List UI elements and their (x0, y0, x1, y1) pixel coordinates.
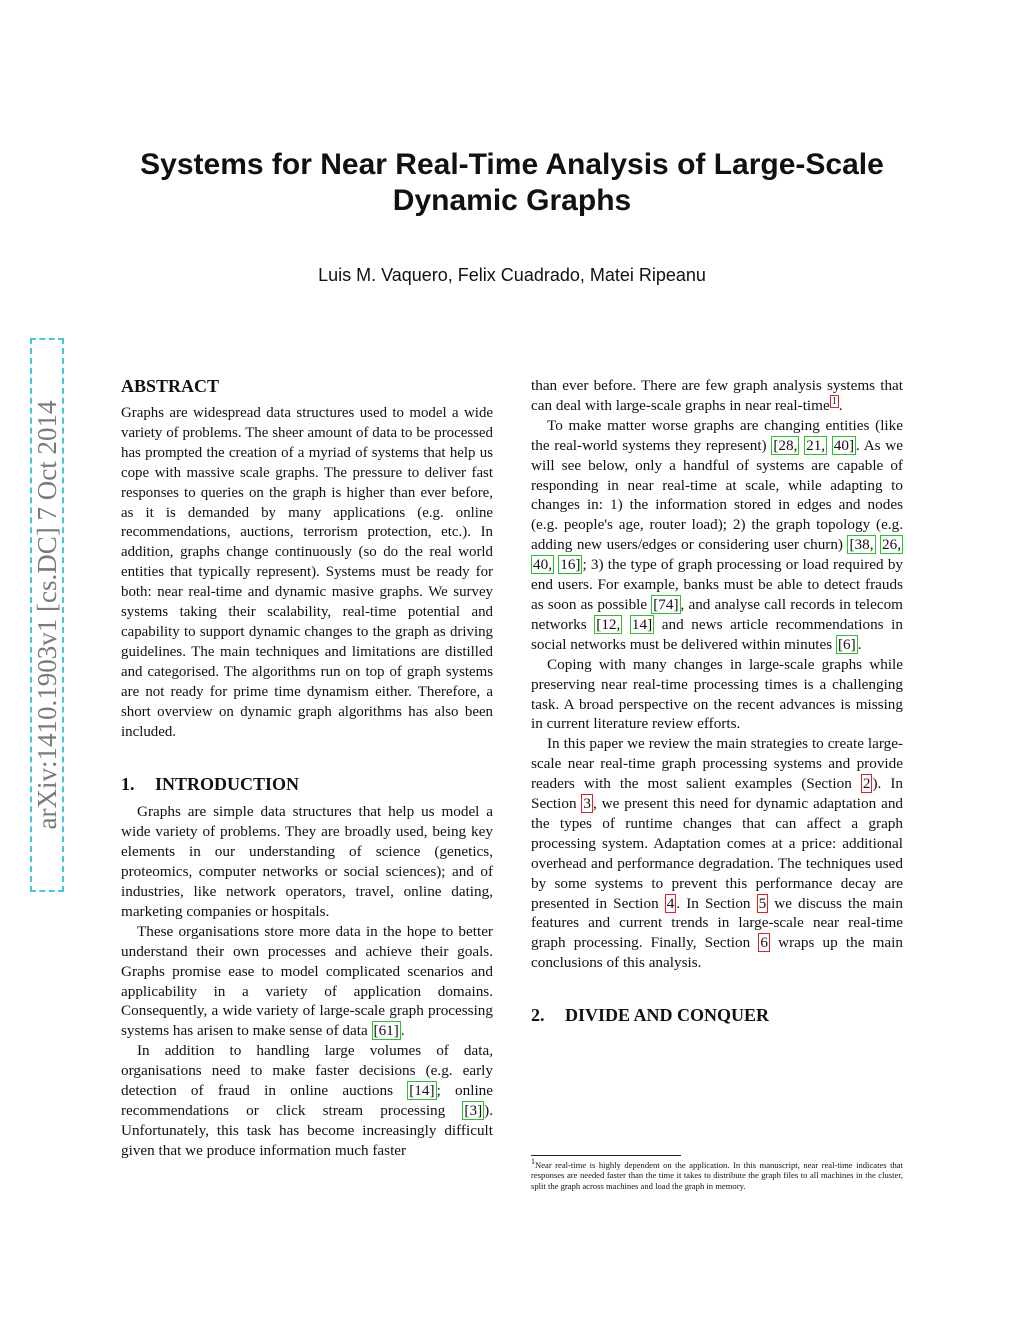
citation-link[interactable]: 14] (631, 615, 653, 633)
section-ref-link[interactable]: 3 (583, 795, 592, 813)
citation-link[interactable]: [28, (773, 436, 798, 454)
section-heading-introduction (121, 772, 493, 796)
intro-paragraph-1: Graphs are simple data structures that help us model a wide variety of problems. They are broadly used, being key elements in our understanding of science (genetics, proteomics, computer networks or social sciences); and of industries, like network operators, travel, online dating, marketing companies or hospitals. (121, 803, 493, 920)
citation-link[interactable]: [38, (849, 536, 874, 554)
arxiv-identifier: arXiv:1410.1903v1 [cs.DC] 7 Oct 2014 (32, 400, 62, 830)
intro-paragraph-4: To make matter worse graphs are changing entities (like the real-world systems they represent) [28, 21, 40] . As we will see below, only a handful of systems are capable of responding in near real-time at scale, while adapting to changes in: 1) the information stored in edges and nodes (e.g. people's age, router load); 2) the graph topology (e.g. adding new users/edges or considering user churn) [38, 26, 40, 16] ; 3) the type of graph processing or load required by end users. For example, banks must be able to detect frauds as soon as possible [74] , and analyse call records in telecom networks [12, 14] and news article recommendations in social networks must be delivered within minutes [6] . (531, 416, 904, 653)
section-number: 1. (121, 774, 135, 795)
footnote-text: 1Near real-time is highly dependent on the application. In this manuscript, near real-time indicates that responses are needed faster than the time it takes to distribute the graph files to all machines in the cluster, split the graph across machines and load the graph in memory. (531, 1157, 903, 1191)
citation-link[interactable]: [61] (373, 1022, 399, 1040)
footnote (531, 1155, 903, 1191)
left-column (121, 374, 493, 1161)
section-title: DIVIDE AND CONQUER (565, 1005, 770, 1026)
title-line-2: Dynamic Graphs (392, 184, 632, 217)
intro-paragraph-3-continued: than ever before. There are few graph analysis systems that can deal with large-scale graphs in near real-time $^1$ . (531, 377, 903, 414)
citation-link[interactable]: 16] (560, 556, 581, 574)
section-ref-link[interactable]: 6 (760, 934, 768, 952)
right-column (531, 376, 903, 1027)
footnote-mark-link[interactable]: 1 (831, 395, 837, 407)
intro-paragraph-2: These organisations store more data in the hope to better understand their own processes and achieve their goals. Graphs promise ease to model complicated scenarios and applicability in a variety of application domains. Consequently, a wide variety of large-scale graph processing systems has arisen to make sense of data [61] . (121, 922, 493, 1040)
arxiv-sidebar (30, 338, 64, 892)
citation-link[interactable]: 40] (833, 436, 855, 454)
citation-link[interactable]: [14] (409, 1082, 435, 1100)
abstract-heading: ABSTRACT (121, 376, 220, 396)
citation-link[interactable]: 40, (533, 556, 552, 574)
citation-link[interactable]: [12, (596, 615, 621, 633)
section-number: 2. (531, 1005, 545, 1026)
paper-title (100, 147, 924, 219)
abstract-body (121, 404, 493, 742)
abstract-text: Graphs are widespread data structures used to model a wide variety of problems. The sheer amount of data to be processed has prompted the creation of a myriad of systems that help us cope with massive scale graphs. The pressure to deliver fast responses to queries on the graph is higher than ever before, as it is demanded by many applications (e.g. online recommendations, auctions, terrorism protection, etc.). In addition, graphs change continuously (so do the real world entities that typically represent). Systems must be ready for both: near real-time and dynamic masive graphs. We survey systems taking their scalability, real-time potential and capability to support dynamic changes to the graph as driving guidelines. The main techniques and limitations are distilled and categorised. The algorithms run on top of graph systems are not ready for prime time dynamism either. Therefore, a short overview on dynamic graph algorithms has also been included. (121, 405, 493, 740)
section-ref-link[interactable]: 4 (666, 894, 675, 912)
footnote-rule (531, 1155, 681, 1156)
intro-paragraph-3: In addition to handling large volumes of data, organisations need to make faster decisions (e.g. early detection of fraud in online auctions [14] ; online recommendations or click stream processing [3] ). Unfortunately, this task has become increasingly difficult given that we produce information much faster (121, 1042, 493, 1159)
title-line-1: Systems for Near Real-Time Analysis of Large-Scale (140, 148, 884, 181)
intro-paragraph-5: Coping with many changes in large-scale graphs while preserving near real-time processing times is a challenging task. A broad perspective on the recent advances is missing in current literature review efforts. (531, 655, 903, 733)
intro-paragraph-6: In this paper we review the main strategies to create large-scale near real-time graph processing systems and provide readers with the most salient examples (Section 2 ). In Section 3 , we present this need for dynamic adaptation and the types of runtime changes that can affect a graph processing system. Adaptation comes at a price: additional overhead and performance degradation. The techniques used by some systems to prevent this performance decay are presented in Section 4 . In Section 5 we discuss the main features and current trends in large-scale near real-time graph processing. Finally, Section 6 wraps up the main conclusions of this analysis. (531, 735, 904, 972)
author-list: Luis M. Vaquero, Felix Cuadrado, Matei Ripeanu (318, 265, 706, 285)
section-ref-link[interactable]: 5 (758, 894, 767, 912)
footnote-number: 1 (531, 1157, 535, 1167)
citation-link[interactable]: 26, (882, 536, 901, 554)
citation-link[interactable]: 21, (806, 436, 826, 454)
citation-link[interactable]: [3] (464, 1102, 483, 1119)
section-ref-link[interactable]: 2 (862, 775, 871, 793)
citation-link[interactable]: [74] (653, 595, 679, 613)
section-heading-divide-and-conquer (531, 1003, 903, 1027)
section-title: INTRODUCTION (155, 774, 300, 795)
citation-link[interactable]: [6] (837, 635, 856, 653)
